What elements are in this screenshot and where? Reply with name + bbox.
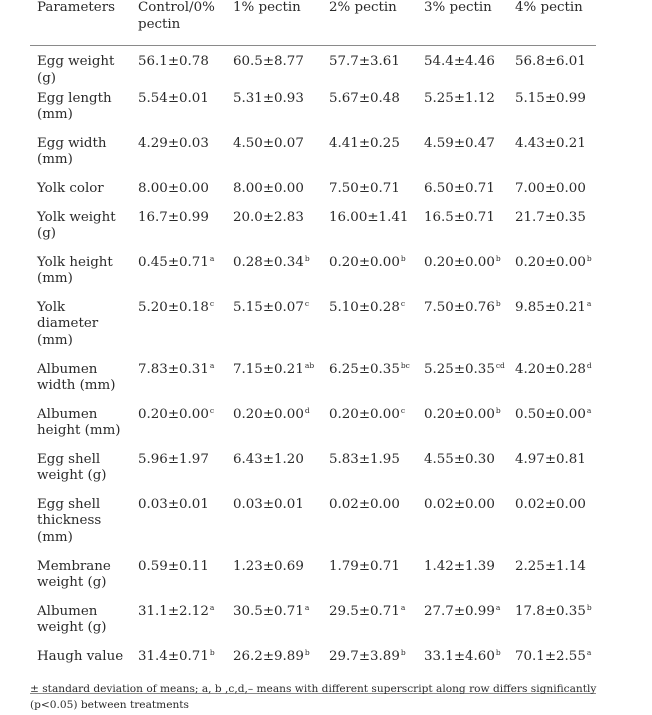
mean-sd-value: 4.43±0.21 [515, 135, 586, 151]
value-cell [508, 452, 596, 497]
mean-sd-value: 8.00±0.00 [138, 180, 209, 196]
mean-sd-value: 21.7±0.35 [515, 209, 586, 225]
significance-superscript: a [209, 602, 215, 612]
significance-superscript: cd [495, 360, 505, 370]
value-cell [322, 362, 417, 407]
significance-superscript: a [586, 298, 592, 308]
parameter-cell: Egg shell weight (g) [37, 451, 107, 483]
table-row [30, 46, 596, 91]
mean-sd-value: 0.20±0.00 [515, 254, 586, 270]
value-cell [131, 91, 226, 136]
mean-sd-value: 6.50±0.71 [424, 180, 495, 196]
mean-sd-value: 8.00±0.00 [233, 180, 304, 196]
value-cell [226, 559, 322, 604]
table-row [30, 181, 596, 210]
parameter-cell: Egg shell thickness (mm) [37, 496, 102, 545]
mean-sd-value: 0.20±0.00 [329, 406, 400, 422]
mean-sd-value: 0.28±0.34 [233, 254, 304, 270]
mean-sd-value: 7.83±0.31 [138, 361, 209, 377]
value-cell [417, 91, 508, 136]
significance-superscript: bc [400, 360, 410, 370]
header-parameters: Parameters [30, 0, 131, 46]
value-cell [508, 46, 596, 91]
mean-sd-value: 57.7±3.61 [329, 54, 400, 69]
value-cell [226, 210, 322, 255]
header-1-pectin: 1% pectin [226, 0, 322, 46]
table-row [30, 362, 596, 407]
value-cell [417, 452, 508, 497]
value-cell [322, 181, 417, 210]
header-control: Control/0% pectin [131, 0, 226, 46]
mean-sd-value: 16.7±0.99 [138, 209, 209, 225]
mean-sd-value: 5.20±0.18 [138, 299, 209, 315]
value-cell [508, 255, 596, 300]
value-cell [226, 452, 322, 497]
value-cell [131, 181, 226, 210]
parameter-cell: Yolk color [37, 180, 104, 196]
parameter-cell: Egg width (mm) [37, 135, 107, 167]
parameter-cell: Haugh value [30, 649, 131, 694]
value-cell [322, 407, 417, 452]
header-4-pectin: 4% pectin [508, 0, 596, 46]
table-row [30, 210, 596, 255]
value-cell [131, 300, 226, 362]
parameter-cell: Egg weight (g) [37, 54, 115, 86]
value-cell [226, 46, 322, 91]
value-cell [322, 210, 417, 255]
significance-superscript: a [304, 602, 310, 612]
mean-sd-value: 0.59±0.11 [138, 558, 209, 574]
significance-superscript: a [400, 602, 406, 612]
value-cell [508, 181, 596, 210]
mean-sd-value: 0.02±0.00 [424, 496, 495, 512]
value-cell [226, 136, 322, 181]
value-cell [508, 300, 596, 362]
mean-sd-value: 4.55±0.30 [424, 451, 495, 467]
value-cell [322, 46, 417, 91]
mean-sd-value: 7.50±0.71 [329, 180, 400, 196]
significance-superscript: b [586, 602, 592, 612]
significance-superscript: c [209, 298, 215, 308]
parameter-cell: Albumen weight (g) [37, 603, 107, 635]
value-cell [508, 407, 596, 452]
mean-sd-value: 5.10±0.28 [329, 299, 400, 315]
value-cell [131, 210, 226, 255]
mean-sd-value: 5.54±0.01 [138, 90, 209, 106]
table-row [30, 559, 596, 604]
significance-superscript: b [586, 253, 592, 263]
mean-sd-value: 0.20±0.00 [138, 406, 209, 422]
value-cell [417, 559, 508, 604]
significance-superscript: b [304, 253, 310, 263]
mean-sd-value: 5.15±0.07 [233, 299, 304, 315]
significance-superscript: a [586, 647, 592, 657]
mean-sd-value: 27.7±0.99 [424, 603, 495, 619]
value-cell [131, 46, 226, 91]
mean-sd-value: 5.31±0.93 [233, 90, 304, 106]
mean-sd-value: 4.97±0.81 [515, 451, 586, 467]
parameter-cell: Yolk height (mm) [37, 254, 113, 286]
significance-superscript: b [304, 647, 310, 657]
value-cell [508, 497, 596, 559]
mean-sd-value: 5.25±1.12 [424, 90, 495, 106]
header-3-pectin: 3% pectin [417, 0, 508, 46]
significance-superscript: c [304, 298, 310, 308]
mean-sd-value: 0.02±0.00 [515, 496, 586, 512]
mean-sd-value: 20.0±2.83 [233, 209, 304, 225]
mean-sd-value: 54.4±4.46 [424, 54, 495, 69]
value-cell [417, 181, 508, 210]
mean-sd-value: 16.00±1.41 [329, 209, 409, 225]
mean-sd-value: 5.83±1.95 [329, 451, 400, 467]
value-cell [322, 497, 417, 559]
mean-sd-value: 0.03±0.01 [138, 496, 209, 512]
significance-superscript: b [495, 253, 501, 263]
mean-sd-value: 4.20±0.28 [515, 361, 586, 377]
mean-sd-value: 7.00±0.00 [515, 180, 586, 196]
value-cell [417, 407, 508, 452]
value-cell [508, 136, 596, 181]
mean-sd-value: 17.8±0.35 [515, 603, 586, 619]
value-cell [131, 452, 226, 497]
significance-superscript: b [209, 647, 215, 657]
value-cell [226, 407, 322, 452]
value-cell [322, 136, 417, 181]
value-cell [417, 604, 508, 649]
significance-superscript: c [400, 405, 406, 415]
significance-superscript: b [495, 647, 501, 657]
mean-sd-value: 0.03±0.01 [233, 496, 304, 512]
mean-sd-value: 26.2±9.89 [233, 648, 304, 664]
mean-sd-value: 0.50±0.00 [515, 406, 586, 422]
mean-sd-value: 4.59±0.47 [424, 135, 495, 151]
header-2-pectin: 2% pectin [322, 0, 417, 46]
mean-sd-value: 0.20±0.00 [233, 406, 304, 422]
significance-superscript: ab [304, 360, 315, 370]
value-cell [131, 136, 226, 181]
mean-sd-value: 33.1±4.60 [424, 648, 495, 664]
parameter-cell: Membrane weight (g) [37, 558, 111, 590]
value-cell [322, 255, 417, 300]
value-cell [131, 255, 226, 300]
value-cell [322, 91, 417, 136]
mean-sd-value: 30.5±0.71 [233, 603, 304, 619]
significance-superscript: a [209, 360, 215, 370]
mean-sd-value: 5.25±0.35 [424, 361, 495, 377]
table-footnote: ± standard deviation of means; a, b ,c,d,– means with different superscript along row differs significantly (p<0.05) between treatments [30, 683, 597, 711]
value-cell [508, 559, 596, 604]
value-cell [131, 407, 226, 452]
value-cell [322, 452, 417, 497]
value-cell [417, 362, 508, 407]
mean-sd-value: 0.45±0.71 [138, 254, 209, 270]
parameter-cell: Yolk diameter (mm) [37, 299, 99, 348]
mean-sd-value: 0.02±0.00 [329, 496, 400, 512]
mean-sd-value: 70.1±2.55 [515, 648, 586, 664]
significance-superscript: b [495, 405, 501, 415]
value-cell [131, 559, 226, 604]
value-cell [322, 300, 417, 362]
mean-sd-value: 29.5±0.71 [329, 603, 400, 619]
mean-sd-value: 0.20±0.00 [424, 406, 495, 422]
mean-sd-value: 6.43±1.20 [233, 451, 304, 467]
value-cell [322, 559, 417, 604]
value-cell [131, 497, 226, 559]
value-cell [226, 255, 322, 300]
mean-sd-value: 6.25±0.35 [329, 361, 400, 377]
mean-sd-value: 4.29±0.03 [138, 135, 209, 151]
value-cell [508, 604, 596, 649]
table-row [30, 255, 596, 300]
mean-sd-value: 16.5±0.71 [424, 209, 495, 225]
value-cell [417, 210, 508, 255]
mean-sd-value: 29.7±3.89 [329, 648, 400, 664]
mean-sd-value: 56.1±0.78 [138, 54, 209, 69]
mean-sd-value: 4.50±0.07 [233, 135, 304, 151]
significance-superscript: b [400, 253, 406, 263]
significance-superscript: a [209, 253, 215, 263]
value-cell [417, 300, 508, 362]
significance-superscript: c [400, 298, 406, 308]
table-row [30, 604, 596, 649]
mean-sd-value: 0.20±0.00 [424, 254, 495, 270]
mean-sd-value: 2.25±1.14 [515, 558, 586, 574]
header-row [30, 0, 596, 46]
mean-sd-value: 56.8±6.01 [515, 54, 586, 69]
value-cell [417, 46, 508, 91]
mean-sd-value: 5.96±1.97 [138, 451, 209, 467]
mean-sd-value: 5.15±0.99 [515, 90, 586, 106]
value-cell [322, 604, 417, 649]
mean-sd-value: 1.23±0.69 [233, 558, 304, 574]
value-cell [226, 604, 322, 649]
parameter-cell: Albumen width (mm) [37, 361, 116, 393]
significance-superscript: b [400, 647, 406, 657]
mean-sd-value: 31.4±0.71 [138, 648, 209, 664]
significance-superscript: c [209, 405, 215, 415]
mean-sd-value: 9.85±0.21 [515, 299, 586, 315]
value-cell [131, 604, 226, 649]
value-cell [417, 255, 508, 300]
table-row [30, 91, 596, 136]
significance-superscript: a [586, 405, 592, 415]
table-row [30, 300, 596, 362]
significance-superscript: b [495, 298, 501, 308]
mean-sd-value: 5.67±0.48 [329, 90, 400, 106]
value-cell [226, 91, 322, 136]
parameter-cell: Albumen height (mm) [37, 406, 121, 438]
value-cell [131, 362, 226, 407]
mean-sd-value: 7.50±0.76 [424, 299, 495, 315]
mean-sd-value: 0.20±0.00 [329, 254, 400, 270]
value-cell [508, 91, 596, 136]
value-cell [508, 362, 596, 407]
value-cell [417, 497, 508, 559]
table-header [30, 0, 596, 46]
value-cell [226, 300, 322, 362]
value-cell [417, 136, 508, 181]
significance-superscript: d [304, 405, 310, 415]
table-row [30, 497, 596, 559]
value-cell [508, 210, 596, 255]
value-cell [226, 362, 322, 407]
table-row [30, 452, 596, 497]
mean-sd-value: 1.79±0.71 [329, 558, 400, 574]
table-row [30, 136, 596, 181]
table-body [30, 46, 596, 694]
parameter-cell: Egg length (mm) [37, 90, 112, 122]
mean-sd-value: 60.5±8.77 [233, 54, 304, 69]
data-table-container [30, 0, 596, 694]
mean-sd-value: 1.42±1.39 [424, 558, 495, 574]
value-cell [226, 181, 322, 210]
mean-sd-value: 7.15±0.21 [233, 361, 304, 377]
mean-sd-value: 4.41±0.25 [329, 135, 400, 151]
significance-superscript: a [495, 602, 501, 612]
parameter-cell: Yolk weight (g) [37, 209, 116, 241]
egg-quality-table [30, 0, 596, 694]
value-cell [226, 497, 322, 559]
significance-superscript: d [586, 360, 592, 370]
mean-sd-value: 31.1±2.12 [138, 603, 209, 619]
table-row [30, 407, 596, 452]
